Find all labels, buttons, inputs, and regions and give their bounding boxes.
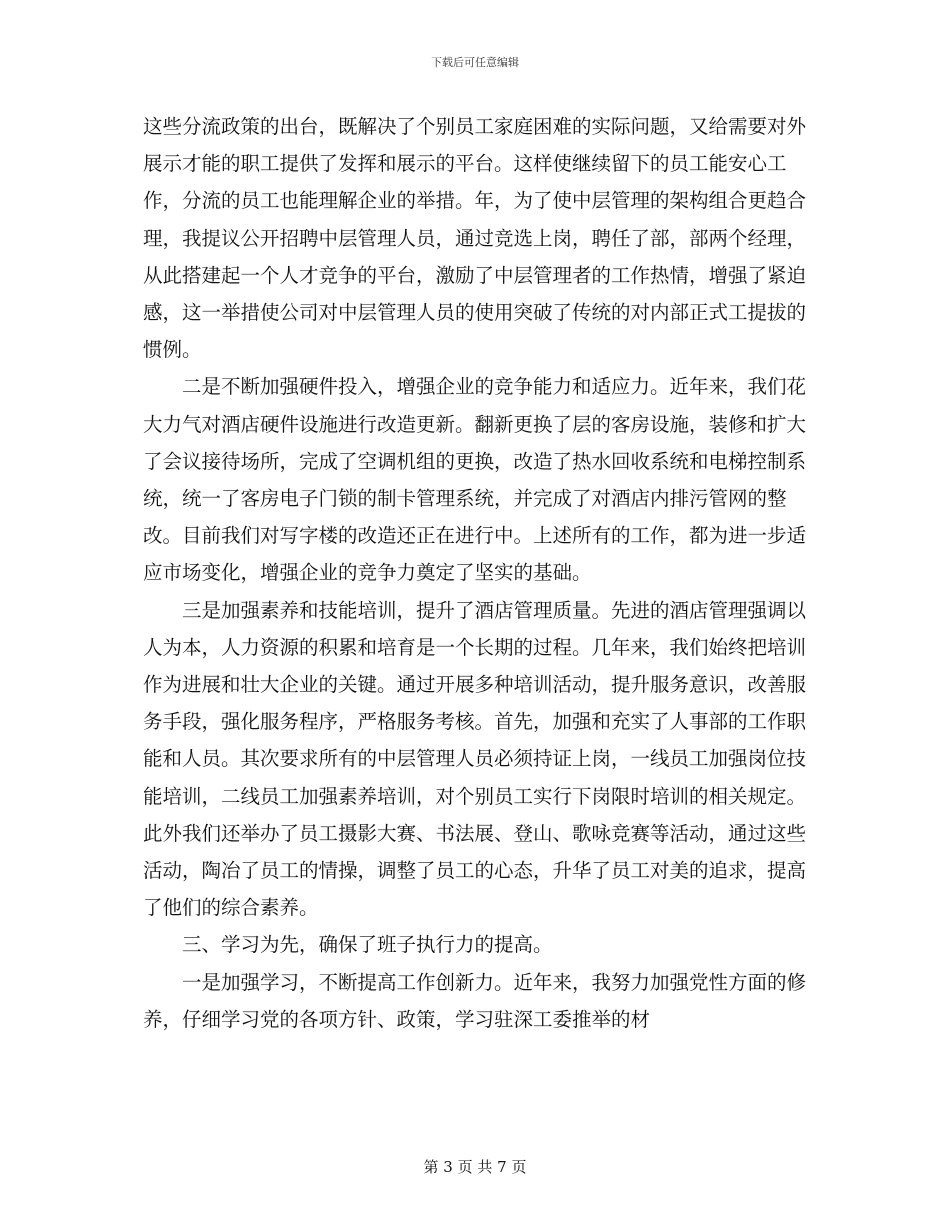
page-header-note: 下载后可任意编辑 [431,56,519,69]
document-body [143,108,808,1038]
paragraph-4: 一是加强学习，不断提高工作创新力。近年来，我努力加强党性方面的修养，仔细学习党的各项方针、政策，学习驻深工委推举的材 [143,970,807,1031]
page-number: 第 3 页 共 7 页 [423,1158,527,1176]
paragraph-3: 三是加强素养和技能培训，提升了酒店管理质量。先进的酒店管理强调以人为本，人力资源的积累和培育是一个长期的过程。几年来，我们始终把培训作为进展和壮大企业的关键。通过开展多种培训活动，提升服务意识，改善服务手段，强化服务程序，严格服务考核。首先，加强和充实了人事部的工作职能和人员。其次要求所有的中层管理人员必须持证上岗，一线员工加强岗位技能培训，二线员工加强素养培训，对个别员工实行下岗限时培训的相关规定。此外我们还举办了员工摄影大赛、书法展、登山、歌咏竞赛等活动，通过这些活动，陶冶了员工的情操，调整了员工的心态，升华了员工对美的追求，提高了他们的综合素养。 [143,598,807,920]
section-heading: 三、学习为先，确保了班子执行力的提高。 [182,933,553,957]
paragraph-2: 二是不断加强硬件投入，增强企业的竞争能力和适应力。近年来，我们花大力气对酒店硬件设施进行改造更新。翻新更换了层的客房设施，装修和扩大了会议接待场所，完成了空调机组的更换，改造了热水回收系统和电梯控制系统，统一了客房电子门锁的制卡管理系统，并完成了对酒店内排污管网的整改。目前我们对写字楼的改造还正在进行中。上述所有的工作，都为进一步适应市场变化，增强企业的竞争力奠定了坚实的基础。 [143,375,807,585]
paragraph-1: 这些分流政策的出台，既解决了个别员工家庭困难的实际问题，又给需要对外展示才能的职工提供了发挥和展示的平台。这样使继续留下的员工能安心工作，分流的员工也能理解企业的举措。年，为了使中层管理的架构组合更趋合理，我提议公开招聘中层管理人员，通过竞选上岗，聘任了部，部两个经理，从此搭建起一个人才竞争的平台，激励了中层管理者的工作热情，增强了紧迫感，这一举措使公司对中层管理人员的使用突破了传统的对内部正式工提拔的惯例。 [143,115,807,362]
